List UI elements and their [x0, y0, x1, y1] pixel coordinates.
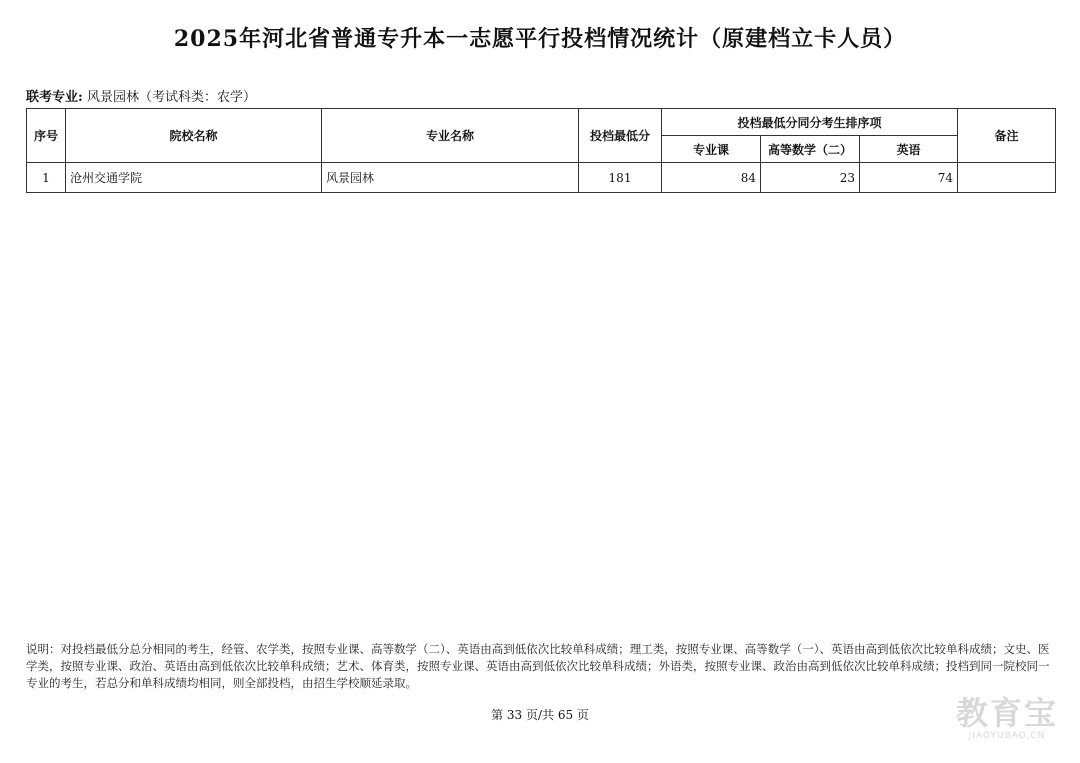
header-index: 序号 — [27, 109, 66, 163]
cell-major: 风景园林 — [322, 163, 579, 193]
page-number: 第 33 页/共 65 页 — [491, 708, 589, 722]
site-watermark — [956, 695, 1058, 741]
major-value: 风景园林（考试科类：农学） — [86, 90, 256, 105]
page-title: 2025年河北省普通专升本一志愿平行投档情况统计（原建档立卡人员） — [173, 26, 907, 52]
header-specialty: 专业课 — [662, 136, 761, 163]
admission-table — [26, 108, 1056, 193]
explanatory-note: 说明：对投档最低分总分相同的考生，经管、农学类，按照专业课、高等数学（二）、英语由高到低依次比较单科成绩；理工类，按照专业课、高等数学（一）、英语由高到低依次比较单科成绩；文史、医学类，按照专业课、政治、英语由高到低依次比较单科成绩；艺术、体育类，按照专业课、英语由高到低依次比较单科成绩；外语类，按照专业课、政治由高到低依次比较单科成绩；投档到同一院校同一专业的考生，若总分和单科成绩均相同，则全部投档，由招生学校顺延录取。 — [26, 642, 1050, 690]
cell-specialty: 84 — [662, 163, 761, 193]
cell-math: 23 — [761, 163, 860, 193]
header-min-score: 投档最低分 — [579, 109, 662, 163]
major-label: 联考专业: — [26, 90, 83, 105]
cell-school: 沧州交通学院 — [66, 163, 322, 193]
header-school: 院校名称 — [66, 109, 322, 163]
cell-remark — [958, 163, 1056, 193]
cell-index: 1 — [27, 163, 66, 193]
header-major: 专业名称 — [322, 109, 579, 163]
major-line — [26, 86, 256, 105]
watermark-url: JIAOYUBAO.CN — [968, 731, 1046, 741]
header-math: 高等数学（二） — [761, 136, 860, 163]
header-remark: 备注 — [958, 109, 1056, 163]
header-rank-group: 投档最低分同分考生排序项 — [662, 109, 958, 136]
watermark-logo-text: 教育宝 — [955, 694, 1058, 732]
header-english: 英语 — [860, 136, 958, 163]
cell-english: 74 — [860, 163, 958, 193]
cell-min-score: 181 — [579, 163, 662, 193]
table-row — [27, 163, 1056, 193]
